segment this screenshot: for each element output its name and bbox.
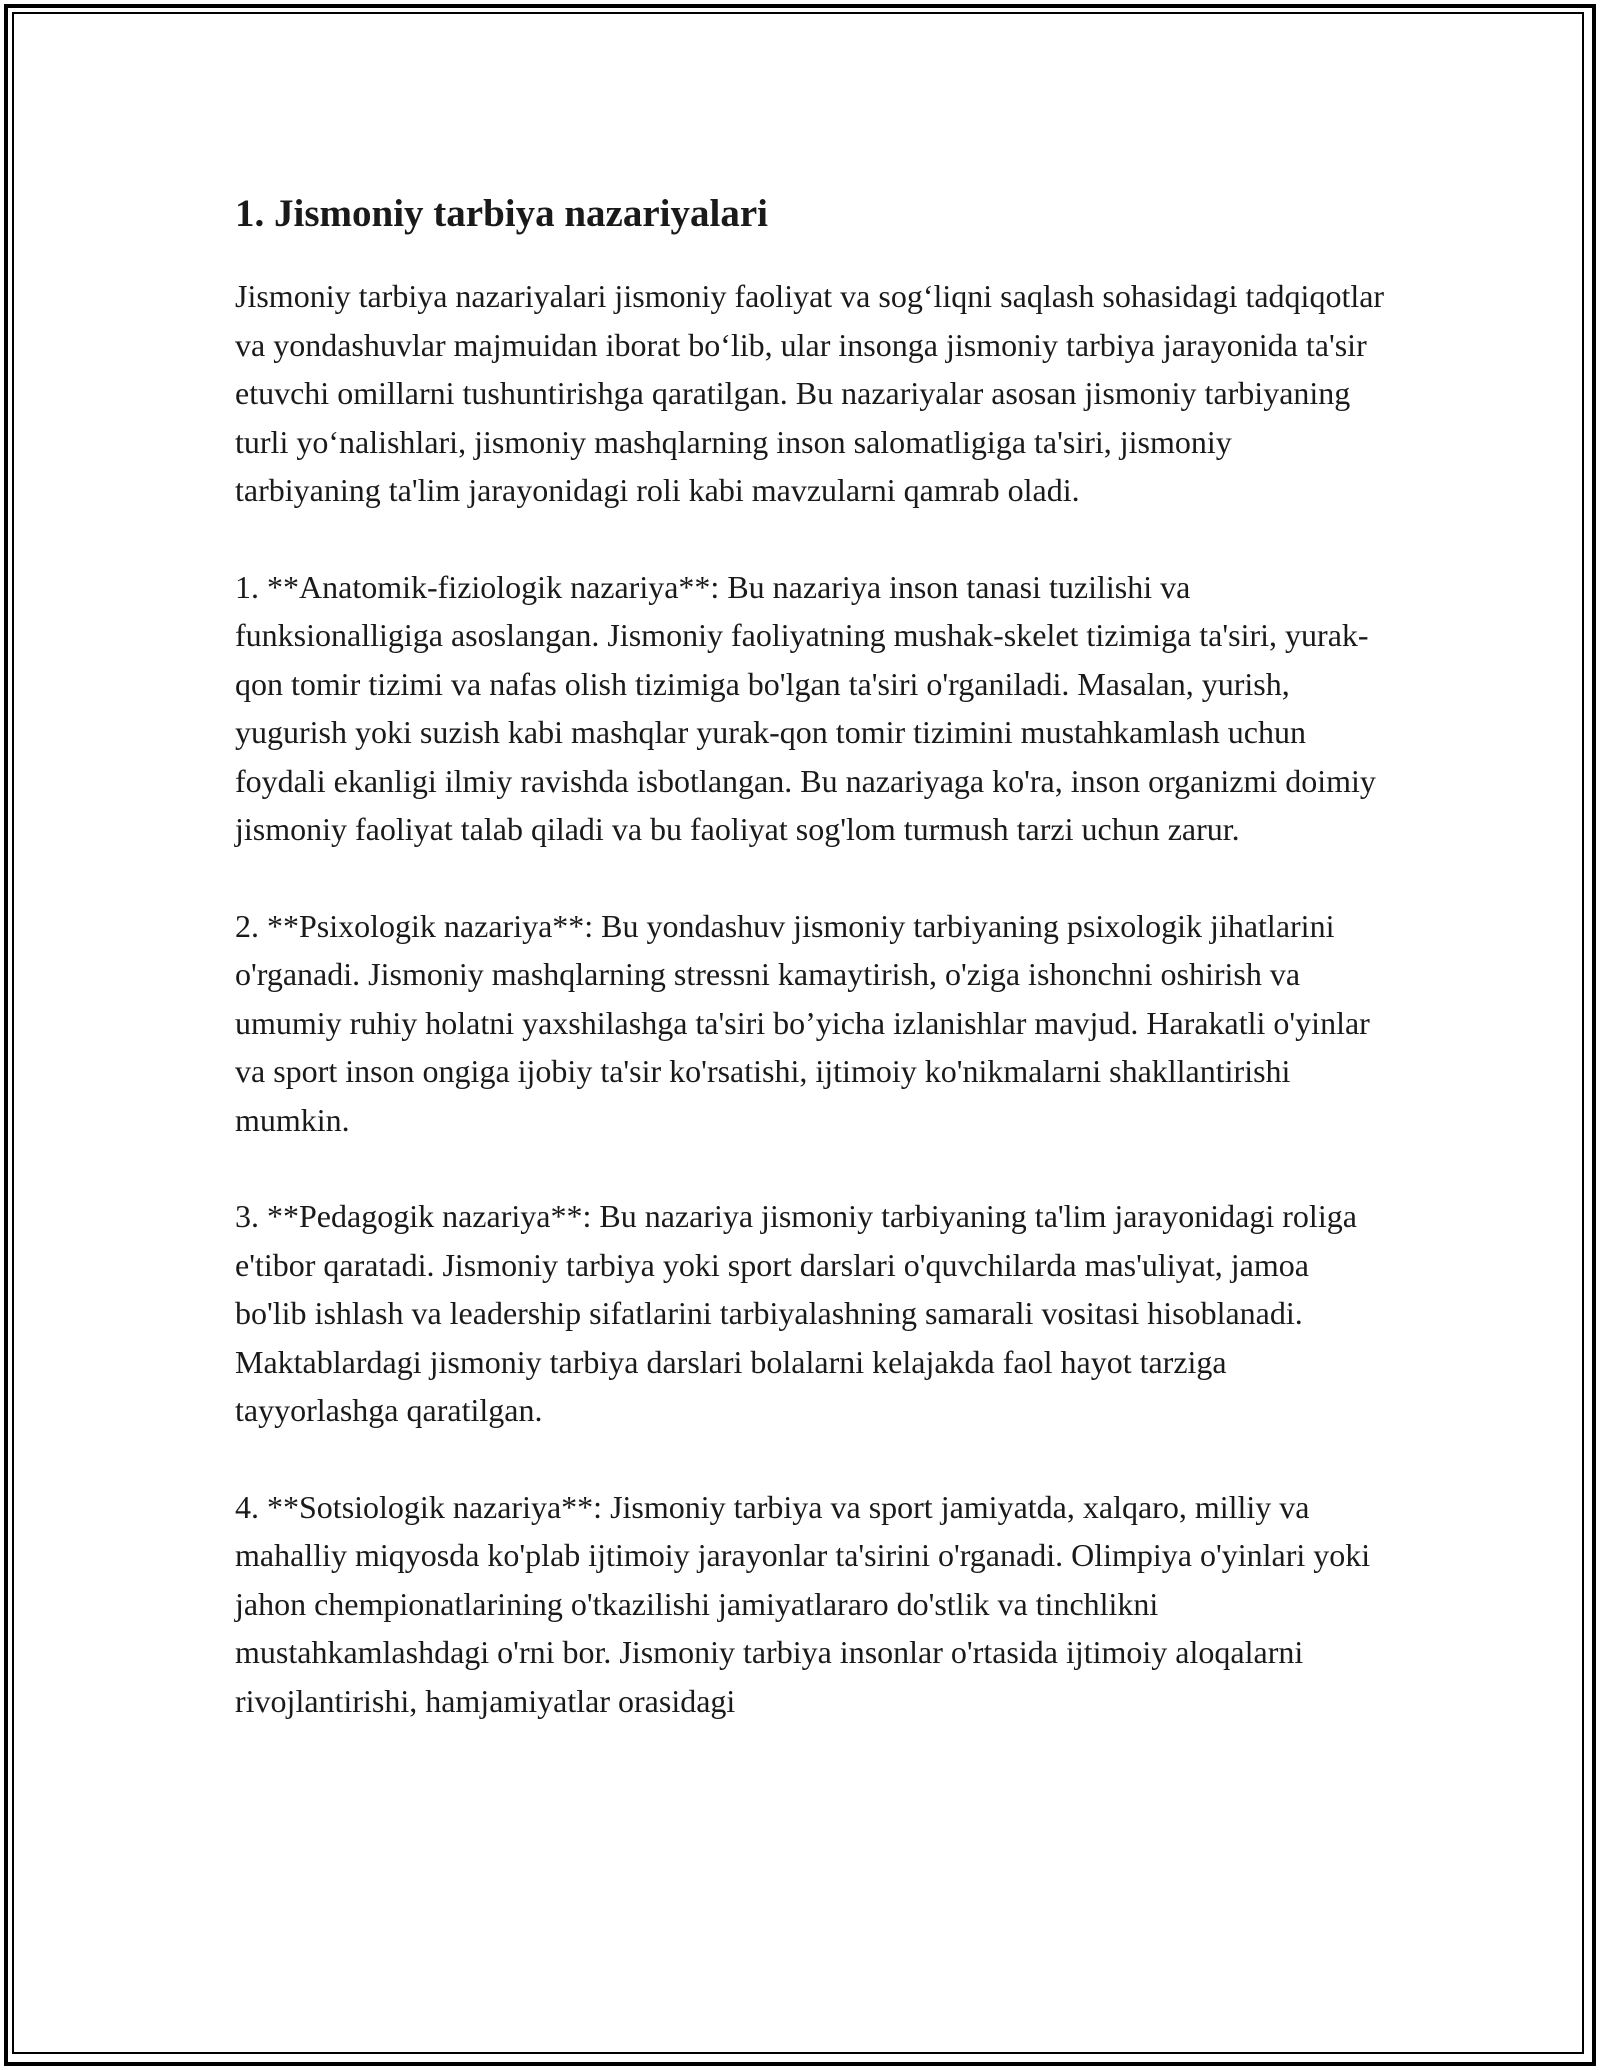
sociological-theory-paragraph: 4. **Sotsiologik nazariya**: Jismoniy tarbiya va sport jamiyatda, xalqaro, milliy va mahalliy miqyosda ko'plab ijtimoiy jarayonlar ta'sirini o'rganadi. Olimpiya o'yinlari yoki jahon chempionatlarining o'tkazilishi jamiyatlararo do'stlik va tinchlikni mustahkamlashdagi o'rni bor. Jismoniy tarbiya insonlar o'rtasida ijtimoiy aloqalarni rivojlantirishi, hamjamiyatlar orasidagi [235, 1488, 1371, 1719]
pedagogical-theory-paragraph: 3. **Pedagogik nazariya**: Bu nazariya jismoniy tarbiyaning ta'lim jarayonidagi roliga e'tibor qaratadi. Jismoniy tarbiya yoki sport darslari o'quvchilarda mas'uliyat, jamoa bo'lib ishlash va leadership sifatlarini tarbiyalashning samarali vositasi hisoblanadi. Maktablardagi jismoniy tarbiya darslari bolalarni kelajakda faol hayot tarziga tayyorlashga qaratilgan. [235, 1198, 1357, 1428]
intro-paragraph: Jismoniy tarbiya nazariyalari jismoniy faoliyat va sog‘liqni saqlash sohasidagi tadqiqotlar va yondashuvlar majmuidan iborat bo‘lib, ular insonga jismoniy tarbiya jarayonida ta'sir etuvchi omillarni tushuntirishga qaratilgan. Bu nazariyalar asosan jismoniy tarbiyaning turli yo‘nalishlari, jismoniy mashqlarning inson salomatligiga ta'siri, jismoniy tarbiyaning ta'lim jarayonidagi roli kabi mavzularni qamrab oladi. [235, 278, 1385, 508]
section-title: 1. Jismoniy tarbiya nazariyalari [235, 192, 768, 235]
anatomical-physiological-theory-paragraph: 1. **Anatomik-fiziologik nazariya**: Bu nazariya inson tanasi tuzilishi va funksionalligiga asoslangan. Jismoniy faoliyatning mushak-skelet tizimiga ta'siri, yurak-qon tomir tizimi va nafas olish tizimiga bo'lgan ta'siri o'rganiladi. Masalan, yurish, yugurish yoki suzish kabi mashqlar yurak-qon tomir tizimini mustahkamlash uchun foydali ekanligi ilmiy ravishda isbotlangan. Bu nazariyaga ko'ra, inson organizmi doimiy jismoniy faoliyat talab qiladi va bu faoliyat sog'lom turmush tarzi uchun zarur. [235, 568, 1376, 847]
document-body [235, 186, 1385, 1773]
psychological-theory-paragraph: 2. **Psixologik nazariya**: Bu yondashuv jismoniy tarbiyaning psixologik jihatlarini o'rganadi. Jismoniy mashqlarning stressni kamaytirish, o'ziga ishonchni oshirish va umumiy ruhiy holatni yaxshilashga ta'siri bo’yicha izlanishlar mavjud. Harakatli o'yinlar va sport inson ongiga ijobiy ta'sir ko'rsatishi, ijtimoiy ko'nikmalarni shakllantirishi mumkin. [235, 907, 1370, 1138]
